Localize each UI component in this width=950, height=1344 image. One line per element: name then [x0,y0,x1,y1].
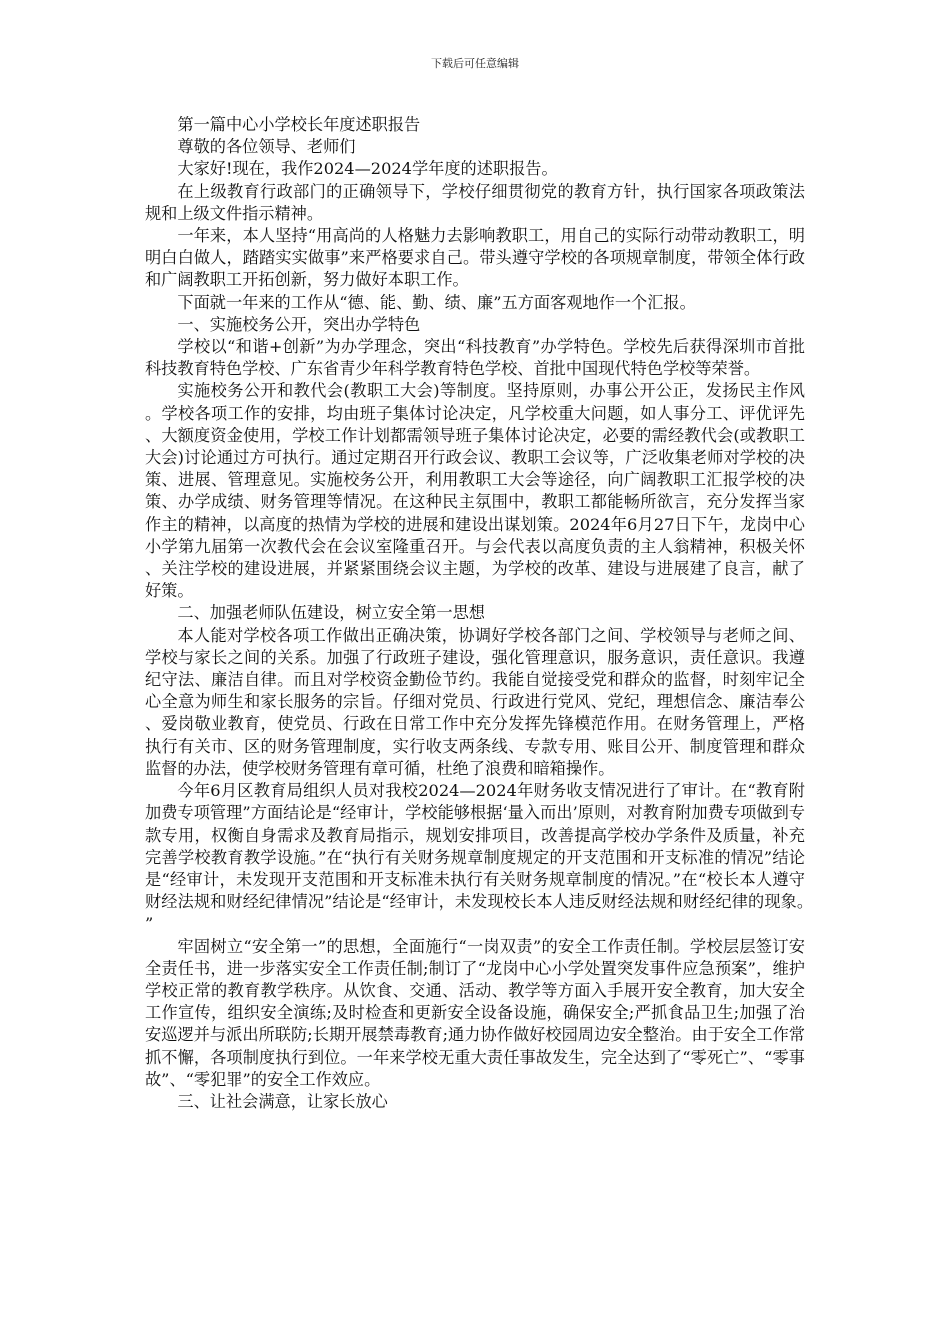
paragraph-audit: 今年6月区教育局组织人员对我校2024—2024年财务收支情况进行了审计。在“教育附加费专项管理”方面结论是“经审计，学校能够根据‘量入而出’原则，对教育附加费专项做到专款专用，权衡自身需求及教育局指示，规划安排项目，改善提高学校办学条件及质量，补充完善学校教育教学设施。”在“执行有关财务规章制度规定的开支范围和开支标准的情况”结论是“经审计，未发现开支范围和开支标准未执行有关财务规章制度的情况。”在“校长本人遵守财经法规和财经纪律情况”结论是“经审计，未发现校长本人违反财经法规和财经纪律的现象。” [145,781,805,934]
paragraph-greeting: 大家好!现在，我作2024—2024学年度的述职报告。 [177,159,558,179]
page-header-note: 下载后可任意编辑 [431,57,519,70]
paragraph-intro: 在上级教育行政部门的正确领导下，学校仔细贯彻党的教育方针，执行国家各项政策法规和上级文件指示精神。 [145,181,805,223]
paragraph-school-features: 学校以“和谐+创新”为办学理念，突出“科技教育”办学特色。学校先后获得深圳市首批科技教育特色学校、广东省青少年科学教育特色学校、首批中国现代特色学校等荣誉。 [145,337,805,379]
paragraph-self-requirement: 一年来，本人坚持“用高尚的人格魅力去影响教职工，用自己的实际行动带动教职工，明明白白做人，踏踏实实做事”来严格要求自己。带头遵守学校的各项规章制度，带领全体行政和广阔教职工开拓创新，努力做好本职工作。 [145,226,805,290]
section-heading-2: 二、加强老师队伍建设，树立安全第一思想 [177,603,485,623]
section-heading-1: 一、实施校务公开，突出办学特色 [177,314,421,334]
paragraph-safety: 牢固树立“安全第一”的思想，全面施行“一岗双责”的安全工作责任制。学校层层签订安全责任书，进一步落实安全工作责任制;制订了“龙岗中心小学处置突发事件应急预案”，维护学校正常的教育教学秩序。从饮食、交通、活动、教学等方面入手展开安全教育，加大安全工作宣传，组织安全演练;及时检查和更新安全设备设施，确保安全;严抓食品卫生;加强了治安巡逻并与派出所联防;长期开展禁毒教育;通力协作做好校园周边安全整治。由于安全工作常抓不懈，各项制度执行到位。一年来学校无重大责任事故发生，完全达到了“零死亡”、“零事故”、“零犯罪”的安全工作效应。 [145,936,805,1089]
section-heading-3: 三、让社会满意，让家长放心 [177,1091,388,1111]
paragraph-team-building: 本人能对学校各项工作做出正确决策，协调好学校各部门之间、学校领导与老师之间、学校与家长之间的关系。加强了行政班子建设，强化管理意识，服务意识，责任意识。我遵纪守法、廉洁自律。而且对学校资金勤俭节约。我能自觉接受党和群众的监督，时刻牢记全心全意为师生和家长服务的宗旨。仔细对党员、行政进行党风、党纪，理想信念、廉洁奉公、爱岗敬业教育，使党员、行政在日常工作中充分发挥先锋模范作用。在财务管理上，严格执行有关市、区的财务管理制度，实行收支两条线、专款专用、账目公开、制度管理和群众监督的办法，使学校财务管理有章可循，杜绝了浪费和暗箱操作。 [145,625,805,778]
paragraph-open-affairs: 实施校务公开和教代会(教职工大会)等制度。坚持原则，办事公开公正，发扬民主作风。学校各项工作的安排，均由班子集体讨论决定，凡学校重大问题，如人事分工、评优评先、大额度资金使用，学校工作计划都需领导班子集体讨论决定，必要的需经教代会(或教职工大会)讨论通过方可执行。通过定期召开行政会议、教职工会议等，广泛收集老师对学校的决策、进展、管理意见。实施校务公开，利用教职工大会等途径，向广阔教职工汇报学校的决策、办学成绩、财务管理等情况。在这种民主氛围中，教职工都能畅所欲言，充分发挥当家作主的精神，以高度的热情为学校的进展和建设出谋划策。2024年6月27日下午，龙岗中心小学第九届第一次教代会在会议室隆重召开。与会代表以高度负责的主人翁精神，积极关怀、关注学校的建设进展，并紧紧围绕会议主题，为学校的改革、建设与进展建了良言，献了好策。 [145,381,805,601]
paragraph-overview: 下面就一年来的工作从“德、能、勤、绩、廉”五方面客观地作一个汇报。 [177,292,696,312]
document-body [145,114,805,1113]
document-title: 第一篇中心小学校长年度述职报告 [177,115,421,134]
salutation: 尊敬的各位领导、老师们 [177,137,356,157]
